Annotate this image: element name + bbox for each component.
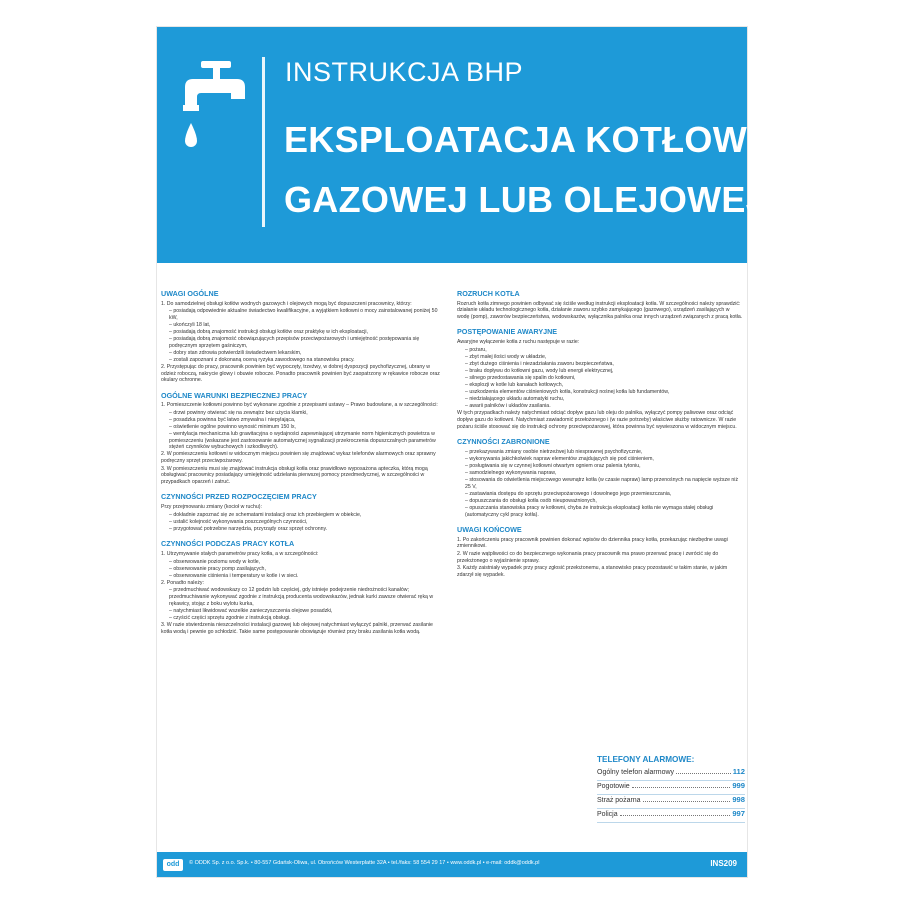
- bullet-item: – posadzka powinna być łatwo zmywalna i niepylająca,: [169, 417, 296, 423]
- bullet-item: – eksplozji w kotle lub kanałach kotłowych,: [465, 382, 564, 389]
- bullet-item: – zastawiania dostępu do sprzętu przeciwpożarowego i dowolnego jego przemieszczania,: [465, 490, 672, 497]
- bullet-item: – posiadają odpowiednie aktualne świadectwo kwalifikacyjne, a wyjątkiem kotłowni o mocy zainstalowanej poniżej 50 kW,: [169, 308, 438, 321]
- bullet-item: – drzwi powinny otwierać się na zewnątrz bez użycia klamki,: [169, 409, 308, 416]
- bullet-item: – zbyt dużego ciśnienia i niezadziałania zaworu bezpieczeństwa,: [465, 360, 614, 367]
- bullet-item: – niedziałającego układu automatyki ruchu,: [465, 396, 565, 403]
- section-heading: UWAGI OGÓLNE: [161, 289, 219, 298]
- paragraph: 3. W pomieszczeniu musi się znajdować instrukcja obsługi kotła oraz prawidłowo wyposażona apteczka, którą mogą obsługiwać pracownicy posiadający umiejętność udzielania pierwszej pomocy przedmedycznej, w szczególności w przypadkach oparzeń i zatruć.: [161, 465, 428, 485]
- bullet-item: – natychmiast likwidować wszelkie zanieczyszczenia olejowe posadzki,: [169, 607, 333, 614]
- bullet-item: – posiadają dobrą znajomość instrukcji obsługi kotłów oraz praktykę w ich eksploatacji,: [169, 328, 368, 335]
- section-heading: POSTĘPOWANIE AWARYJNE: [457, 327, 558, 337]
- paragraph: Przy przejmowaniu zmiany (kocioł w ruchu):: [161, 504, 262, 511]
- paragraph: 2. Ponadto należy:: [161, 579, 204, 586]
- bullet-item: – przedmuchiwać wodowskazy co 12 godzin lub częściej, gdy istnieje podejrzenie niedrożności kanałów; przedmuchiwanie wykonywać zgodnie z instrukcją producenta wodowskazów, jednak kurki zawsze otwierać ręką w rękawicy, stojąc z boku wylotu kurka,: [169, 587, 434, 607]
- bullet-item: – dokładnie zapoznać się ze schematami instalacji oraz ich przebiegiem w obiekcie,: [169, 511, 362, 518]
- phone-label: Straż pożarna: [597, 797, 641, 804]
- paragraph: 2. Przystępując do pracy, pracownik powinien być wypoczęty, trzeźwy, w dobrej dyspozycji psychofizycznej, ubrany w odzież roboczą, nakrycie głowy i obuwie robocze. Ponadto pracownik powinien być zaopatrzony w rękawice robocze oraz okulary ochronne.: [161, 363, 440, 384]
- header-title-line1: EKSPLOATACJA KOTŁOWNI: [284, 119, 784, 160]
- right-column: [457, 285, 743, 579]
- section-heading: UWAGI KOŃCOWE: [457, 525, 522, 535]
- header-title-line2: GAZOWEJ LUB OLEJOWEJ: [284, 179, 767, 220]
- phone-number: 998: [732, 795, 745, 804]
- bullet-item: – silnego przedostawania się spalin do kotłowni,: [465, 374, 576, 381]
- document-code: INS209: [710, 859, 737, 868]
- bullet-item: – posługiwania się w czynnej kotłowni otwartym ogniem oraz palenia tytoniu,: [465, 462, 641, 469]
- bullet-item: – obserwowanie ciśnienia i temperatury w kotle i w sieci.: [169, 572, 299, 579]
- emergency-phones-box: [597, 755, 745, 823]
- header-kicker: INSTRUKCJA BHP: [285, 57, 524, 87]
- bullet-item: – wentylacja mechaniczna lub grawitacyjna o wydajności zapewniającej utrzymanie norm higienicznych powietrza w pomieszczeniu (wskazane jest zastosowanie automatycznej sygnalizacji przekroczenia dopuszczalnych parametrów stężeń czynników wybuchowych i szkodliwych).: [169, 431, 436, 451]
- bullet-item: – pożaru,: [465, 346, 487, 353]
- paragraph: 1. Pomieszczenie kotłowni powinno być wykonane zgodnie z przepisami ustawy – Prawo budowlane, a w szczególności:: [161, 402, 438, 409]
- bullet-item: – opuszczania stanowiska pracy w kotłowni, chyba że instrukcja eksploatacji kotła nie wymaga stałej obsługi (automatyczny cykl pracy kotła).: [465, 505, 714, 518]
- bullet-item: – czyścić części sprzętu zgodnie z instrukcją obsługi.: [169, 614, 291, 621]
- paragraph: W tych przypadkach należy natychmiast odciąć dopływ gazu lub oleju do palnika, wyłączyć pompy paliwowe oraz odciąć dopływ gazu do kotłowni. Natychmiast zawiadomić przełożonego i (w razie potrzeby) właściwe służby ratownicze. W razie pożaru ściśle stosować się do instrukcji ochrony przeciwpożarowej, która powinna być wywieszona w widocznym miejscu.: [457, 410, 737, 430]
- paragraph: 3. Każdy zaistniały wypadek przy pracy zgłosić przełożonemu, a stanowisko pracy pozostawić w takim stanie, w jakim zdarzył się wypadek.: [457, 565, 728, 578]
- paragraph: 1. Po zakończeniu pracy pracownik powinien dokonać wpisów do dziennika pracy kotła, przekazując niezbędne uwagi zmiennikowi.: [457, 536, 728, 550]
- bullet-item: – dobry stan zdrowia potwierdzili świadectwem lekarskim,: [169, 349, 302, 356]
- bullet-item: – awarii palników i układów zasilania.: [465, 403, 551, 410]
- phone-number: 997: [732, 809, 745, 818]
- phone-row: [597, 767, 745, 781]
- phone-label: Ogólny telefon alarmowy: [597, 769, 675, 776]
- phone-row: [597, 795, 745, 809]
- dot-leader: [643, 796, 731, 802]
- section-heading: CZYNNOŚCI ZABRONIONE: [457, 437, 550, 447]
- poster-header: [157, 27, 784, 263]
- paragraph: Rozruch kotła zimnego powinien odbywać się ściśle według instrukcji eksploatacji kotła. W szczególności należy sprawdzić: działanie układu technologicznego kotła, działanie zaworu szybko zamykającego (gazowego), urządzeń zasilających w wodę (pomp), zaworów bezpieczeństwa, wodowskazów, wyłącznika palnika oraz innych urządzeń związanych z pracą kotła.: [457, 300, 743, 320]
- phone-number: 112: [732, 767, 745, 776]
- bullet-item: – wykonywania jakichkolwiek napraw elementów znajdujących się pod ciśnieniem,: [465, 455, 654, 462]
- dot-leader: [632, 782, 731, 788]
- phone-row: [597, 809, 745, 823]
- bullet-item: – uszkodzenia elementów ciśnieniowych kotła, konstrukcji nośnej kotła lub fundamentów,: [465, 389, 670, 396]
- dot-leader: [676, 768, 731, 774]
- paragraph: Awaryjne wyłączenie kotła z ruchu następuje w razie:: [457, 338, 580, 345]
- phones-title: TELEFONY ALARMOWE:: [597, 755, 695, 764]
- section-heading: ROZRUCH KOTŁA: [457, 289, 520, 298]
- phone-label: Policja: [597, 811, 618, 818]
- paragraph: 2. W razie wątpliwości co do bezpiecznego wykonania pracy pracownik ma prawo przerwać pracę i zwrócić się do przełożonego o wyjaśnienie sprawy.: [457, 551, 719, 564]
- paragraph: 2. W pomieszczeniu kotłowni w widocznym miejscu powinien się znajdować wykaz telefonów alarmowych oraz sprawny podręczny sprzęt przeciwpożarowy.: [161, 451, 436, 465]
- bullet-item: – obserwowanie pracy pomp zasilających,: [169, 565, 266, 572]
- phone-label: Pogotowie: [597, 783, 630, 790]
- section-heading: CZYNNOŚCI PRZED ROZPOCZĘCIEM PRACY: [161, 492, 317, 502]
- bullet-item: – zostali zapoznani z dokonaną oceną ryzyka zawodowego na stanowisku pracy.: [169, 356, 355, 363]
- bullet-item: – samodzielnego wykonywania napraw,: [465, 470, 557, 477]
- bullet-item: – stosowania do oświetlenia miejscowego wewnątrz kotła (w czasie napraw) lamp przenośnych na napięcie wyższe niż 25 V,: [465, 477, 739, 490]
- poster-footer: [157, 852, 747, 877]
- paragraph: 3. W razie stwierdzenia nieszczelności instalacji gazowej lub olejowej natychmiast wyłączyć palniki, przerwać zasilanie kotła wodą i pewnie go schłodzić. Takie same postępowanie obowiązuje również przy braku zasilania kotła wodą.: [161, 621, 433, 635]
- paragraph: 1. Do samodzielnej obsługi kotłów wodnych gazowych i olejowych mogą być dopuszczeni pracownicy, którzy:: [161, 300, 412, 307]
- bullet-item: – dopuszczania do obsługi kotła osób nieupoważnionych,: [465, 497, 597, 504]
- bullet-item: – zbyt małej ilości wody w układzie,: [465, 353, 547, 360]
- dot-leader: [620, 810, 731, 816]
- phone-number: 999: [732, 781, 745, 790]
- left-column: [157, 285, 444, 636]
- publisher-logo: odd: [163, 859, 183, 871]
- section-heading: OGÓLNE WARUNKI BEZPIECZNEJ PRACY: [161, 390, 308, 400]
- section-heading: CZYNNOŚCI PODCZAS PRACY KOTŁA: [161, 539, 295, 549]
- bullet-item: – oświetlenie ogólne powinno wynosić minimum 150 lx,: [169, 424, 296, 431]
- paragraph: 1. Utrzymywanie stałych parametrów pracy kotła, a w szczególności:: [161, 551, 319, 557]
- bullet-item: – przygotować potrzebne narzędzia, przyrządy oraz sprzęt ochronny.: [169, 525, 328, 532]
- bhp-instruction-poster: [157, 27, 784, 877]
- phone-row: [597, 781, 745, 795]
- bullet-item: – przekazywania zmiany osobie nietrzeźwej lub niesprawnej psychofizycznie,: [465, 448, 643, 455]
- header-divider: [262, 57, 265, 227]
- bullet-item: – posiadają dobrą znajomość obowiązujących przepisów przeciwpożarowych i umiejętność postępowania się podręcznym sprzętem gaśniczym,: [169, 336, 420, 349]
- bullet-item: – ukończyli 18 lat,: [169, 321, 211, 328]
- bullet-item: – ustalić kolejność wykonywania poszczególnych czynności,: [169, 518, 308, 525]
- bullet-item: – obserwowanie poziomu wody w kotle,: [169, 558, 261, 565]
- water-tap-icon: [181, 57, 251, 167]
- footer-contact-line: © ODDK Sp. z o.o. Sp.k. • 80-557 Gdańsk-Oliwa, ul. Obrońców Westerplatte 32A • tel./faks: 58 554 29 17 • www.oddk.pl • e-mail: oddk@oddk.pl: [189, 860, 540, 866]
- bullet-item: – braku dopływu do kotłowni gazu, wody lub energii elektrycznej,: [465, 367, 614, 374]
